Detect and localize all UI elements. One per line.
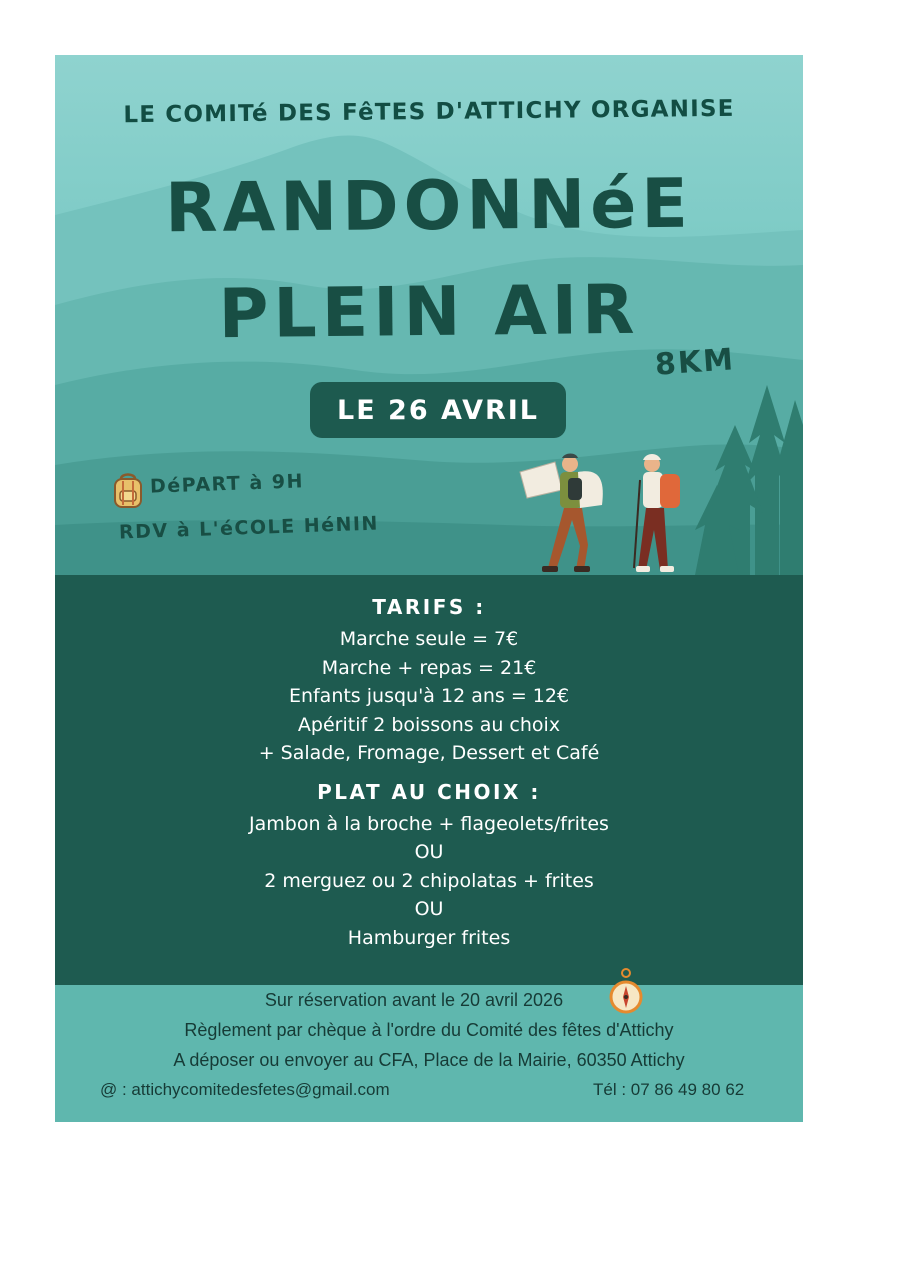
organiser-text: LE COMITé DES FêTES D'ATTICHY ORGANISE [123,95,735,129]
plat-line: 2 merguez ou 2 chipolatas + frites [264,869,594,892]
tarifs-title: TARIFS : [372,595,486,619]
tarif-line: Marche + repas = 21€ [321,656,537,679]
tarif-line: + Salade, Fromage, Dessert et Café [258,742,600,764]
contact-email[interactable]: @ : attichycomitedesfetes@gmail.com [100,1080,390,1099]
distance-label: 8KM [653,342,737,383]
plat-line: OU [414,841,444,863]
backpack-icon [111,471,145,509]
plat-line: Jambon à la broche + flageolets/frites [249,812,609,835]
payment-info: Règlement par chèque à l'ordre du Comité des fêtes d'Attichy [184,1020,674,1040]
poster [55,55,803,1122]
plat-line: OU [414,898,444,920]
reservation-deadline: Sur réservation avant le 20 avril 2026 [264,990,564,1010]
event-title-line-1: RANDONNéE [164,164,694,249]
plat-title: PLAT AU CHOIX : [317,779,541,804]
tarif-line: Marche seule = 7€ [339,628,519,650]
tarif-line: Enfants jusqu'à 12 ans = 12€ [288,685,570,707]
event-title-line-2: PLEIN AIR [218,270,640,355]
hero-section [55,55,803,575]
hikers-illustration [510,450,700,575]
departure-time: DéPART à 9H [149,470,305,498]
menu-section [55,575,803,985]
tarif-line: Apéritif 2 boissons au choix [297,713,561,736]
footer-section [55,985,803,1122]
meeting-point: RDV à L'éCOLE HéNIN [118,512,380,544]
date-badge: LE 26 AVRIL [310,382,566,438]
deposit-address: A déposer ou envoyer au CFA, Place de la Mairie, 60350 Attichy [173,1050,685,1070]
contact-phone[interactable]: Tél : 07 86 49 80 62 [593,1080,745,1099]
plat-line: Hamburger frites [347,926,511,949]
